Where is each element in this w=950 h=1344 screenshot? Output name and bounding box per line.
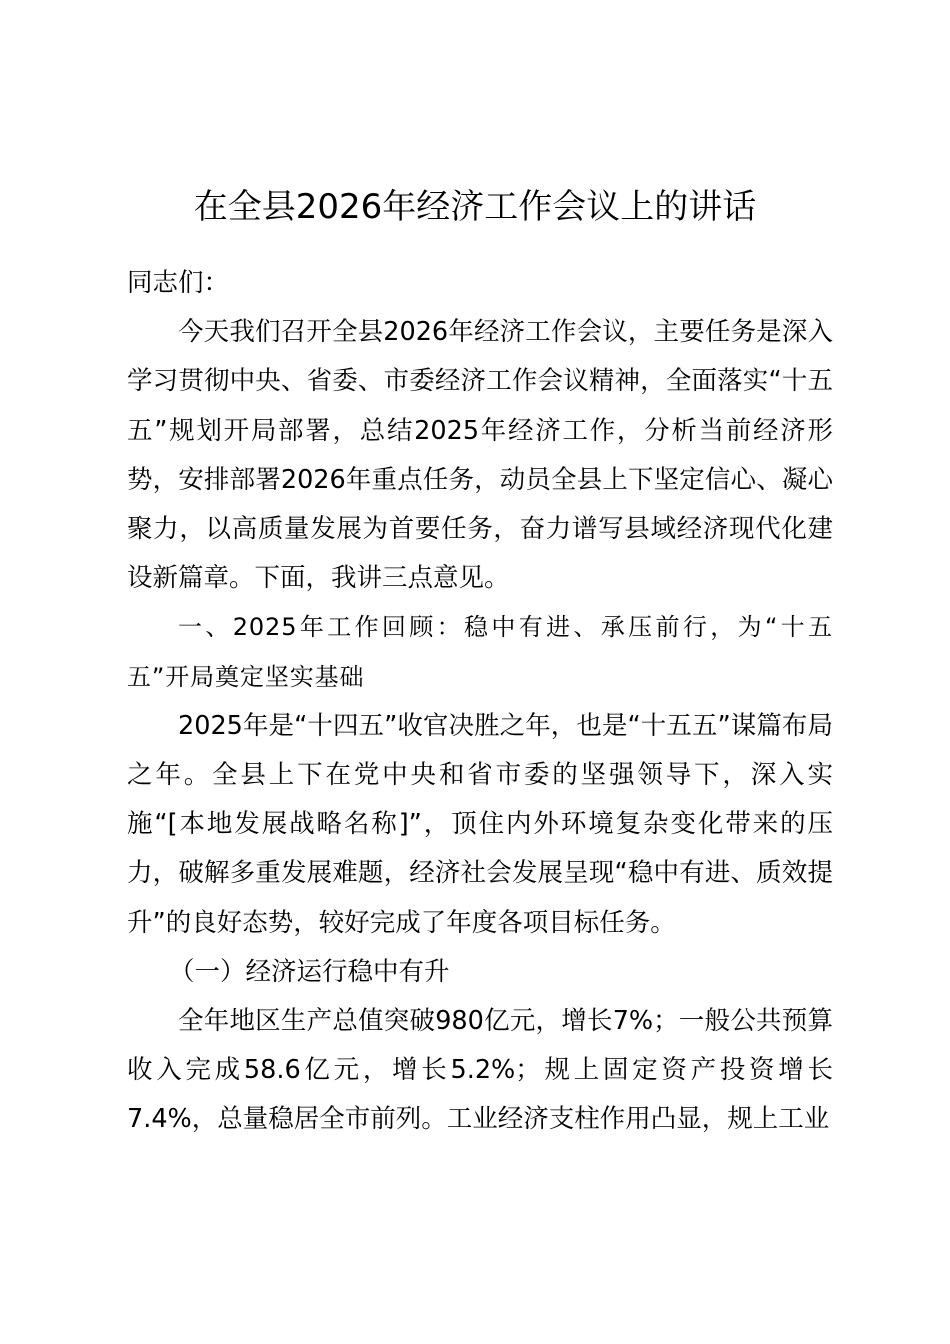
subsection-heading-1: （一）经济运行稳中有升 (169, 956, 450, 987)
review-paragraph: 2025年是“十四五”收官决胜之年，也是“十五五”谋篇布局之年。全县上下在党中央和省市委的坚强领导下，深入实施“[本地发展战略名称]”，顶住内外环境复杂变化带来的压力，破解多重发展难题，经济社会发展呈现“稳中有进、质效提升”的良好态势，较好完成了年度各项目标任务。 (127, 710, 833, 938)
economy-paragraph: 全年地区生产总值突破980亿元，增长7%；一般公共预算收入完成58.6亿元，增长5.2%；规上固定资产投资增长7.4%，总量稳居全市前列。工业经济支柱作用凸显，规上工业 (127, 1006, 833, 1135)
salutation: 同志们： (127, 268, 230, 298)
document-body (127, 259, 833, 1145)
intro-paragraph: 今天我们召开全县2026年经济工作会议，主要任务是深入学习贯彻中央、省委、市委经济工作会议精神，全面落实“十五五”规划开局部署，总结2025年经济工作，分析当前经济形势，安排部署2026年重点任务，动员全县上下坚定信心、凝心聚力，以高质量发展为首要任务，奋力谱写县域经济现代化建设新篇章。下面，我讲三点意见。 (127, 317, 833, 594)
document-title: 在全县2026年经济工作会议上的讲话 (193, 187, 757, 227)
section-heading-1: 一、2025年工作回顾：稳中有进、承压前行，为“十五五”开局奠定坚实基础 (127, 613, 833, 691)
